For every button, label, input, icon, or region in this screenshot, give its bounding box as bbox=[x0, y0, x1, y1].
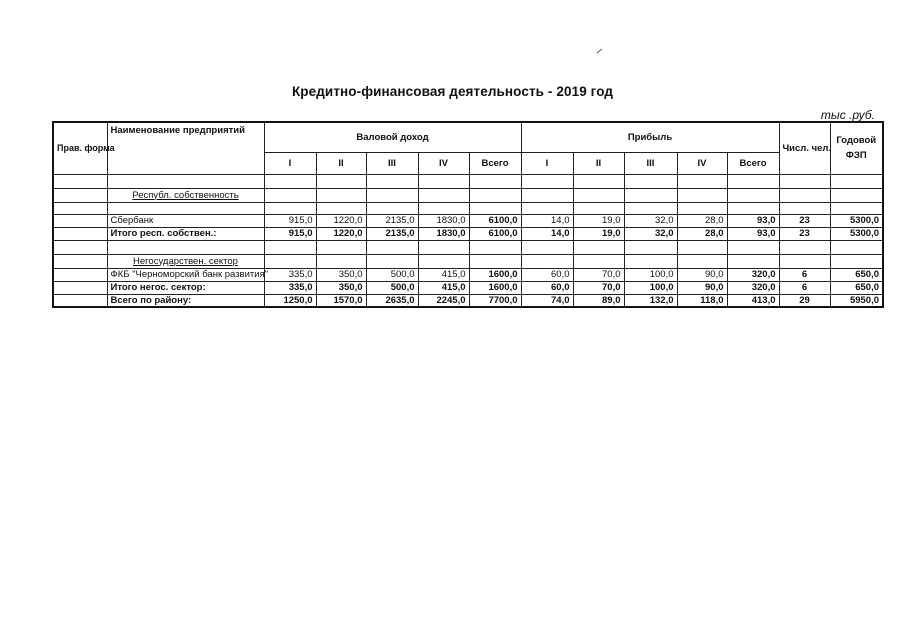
income-cell: 6100,0 bbox=[469, 214, 521, 227]
header-profit-quarter-3: III bbox=[624, 152, 677, 174]
empty-cell bbox=[727, 174, 779, 188]
empty-cell bbox=[727, 240, 779, 254]
empty-cell bbox=[624, 174, 677, 188]
header-employees: Числ. чел. bbox=[779, 122, 830, 174]
empty-cell bbox=[366, 254, 418, 268]
legal-form-cell bbox=[53, 268, 107, 281]
empty-cell bbox=[624, 254, 677, 268]
empty-cell bbox=[573, 188, 624, 202]
empty-cell bbox=[366, 174, 418, 188]
income-cell: 2135,0 bbox=[366, 214, 418, 227]
empty-cell bbox=[366, 202, 418, 214]
profit-cell: 60,0 bbox=[521, 268, 573, 281]
income-cell: 350,0 bbox=[316, 281, 366, 294]
profit-cell: 320,0 bbox=[727, 281, 779, 294]
header-profit: Прибыль bbox=[521, 122, 779, 152]
empty-cell bbox=[418, 174, 469, 188]
table-row bbox=[53, 214, 883, 227]
empty-cell bbox=[779, 174, 830, 188]
header-income-quarter-5: Всего bbox=[469, 152, 521, 174]
empty-cell bbox=[830, 188, 883, 202]
empty-cell bbox=[316, 174, 366, 188]
spacer-row bbox=[53, 202, 883, 214]
empty-cell bbox=[521, 174, 573, 188]
header-gross-income: Валовой доход bbox=[264, 122, 521, 152]
empty-cell bbox=[469, 202, 521, 214]
empty-cell bbox=[264, 254, 316, 268]
enterprise-name-cell: Сбербанк bbox=[107, 214, 264, 227]
income-cell: 1570,0 bbox=[316, 294, 366, 307]
employees-cell: 6 bbox=[779, 281, 830, 294]
income-cell: 1830,0 bbox=[418, 227, 469, 240]
empty-cell bbox=[573, 174, 624, 188]
legal-form-cell bbox=[53, 227, 107, 240]
empty-cell bbox=[264, 202, 316, 214]
empty-cell bbox=[677, 240, 727, 254]
income-cell: 415,0 bbox=[418, 268, 469, 281]
employees-cell: 23 bbox=[779, 227, 830, 240]
empty-cell bbox=[830, 240, 883, 254]
section-header-row bbox=[53, 188, 883, 202]
profit-cell: 32,0 bbox=[624, 214, 677, 227]
employees-cell: 23 bbox=[779, 214, 830, 227]
income-cell: 1600,0 bbox=[469, 281, 521, 294]
profit-cell: 90,0 bbox=[677, 281, 727, 294]
header-annual-fund: Годовой ФЗП bbox=[830, 122, 883, 174]
spacer-row bbox=[53, 174, 883, 188]
profit-cell: 28,0 bbox=[677, 227, 727, 240]
empty-cell bbox=[779, 254, 830, 268]
empty-cell bbox=[521, 188, 573, 202]
income-cell: 1830,0 bbox=[418, 214, 469, 227]
header-enterprise-name: Наименование предприятий bbox=[107, 122, 264, 174]
scan-speck-mark bbox=[596, 48, 604, 54]
profit-cell: 118,0 bbox=[677, 294, 727, 307]
income-cell: 2245,0 bbox=[418, 294, 469, 307]
profit-cell: 19,0 bbox=[573, 214, 624, 227]
employees-cell: 6 bbox=[779, 268, 830, 281]
annual-fund-cell: 5950,0 bbox=[830, 294, 883, 307]
header-profit-quarter-2: II bbox=[573, 152, 624, 174]
empty-cell bbox=[624, 240, 677, 254]
enterprise-name-cell: Всего по району: bbox=[107, 294, 264, 307]
income-cell: 1250,0 bbox=[264, 294, 316, 307]
empty-cell bbox=[366, 240, 418, 254]
annual-fund-cell: 650,0 bbox=[830, 268, 883, 281]
empty-cell bbox=[316, 188, 366, 202]
section-label: Негосударствен. сектор bbox=[107, 254, 264, 268]
empty-cell bbox=[53, 188, 107, 202]
table-row bbox=[53, 268, 883, 281]
empty-cell bbox=[53, 174, 107, 188]
income-cell: 915,0 bbox=[264, 227, 316, 240]
header-income-quarter-1: I bbox=[264, 152, 316, 174]
header-income-quarter-2: II bbox=[316, 152, 366, 174]
empty-cell bbox=[53, 202, 107, 214]
empty-cell bbox=[573, 202, 624, 214]
income-cell: 1220,0 bbox=[316, 214, 366, 227]
profit-cell: 60,0 bbox=[521, 281, 573, 294]
subtotal-row bbox=[53, 281, 883, 294]
empty-cell bbox=[264, 240, 316, 254]
income-cell: 7700,0 bbox=[469, 294, 521, 307]
empty-cell bbox=[727, 202, 779, 214]
empty-cell bbox=[677, 202, 727, 214]
header-profit-quarter-4: IV bbox=[677, 152, 727, 174]
profit-cell: 14,0 bbox=[521, 214, 573, 227]
document-title: Кредитно-финансовая деятельность - 2019 год bbox=[291, 84, 614, 99]
empty-cell bbox=[316, 254, 366, 268]
header-profit-quarter-5: Всего bbox=[727, 152, 779, 174]
empty-cell bbox=[727, 254, 779, 268]
unit-note: тыс .руб. bbox=[820, 108, 875, 122]
empty-cell bbox=[521, 202, 573, 214]
profit-cell: 89,0 bbox=[573, 294, 624, 307]
income-cell: 500,0 bbox=[366, 281, 418, 294]
grand-total-row bbox=[53, 294, 883, 307]
empty-cell bbox=[677, 254, 727, 268]
profit-cell: 74,0 bbox=[521, 294, 573, 307]
empty-cell bbox=[779, 188, 830, 202]
legal-form-cell bbox=[53, 281, 107, 294]
empty-cell bbox=[418, 254, 469, 268]
empty-cell bbox=[418, 188, 469, 202]
empty-cell bbox=[107, 174, 264, 188]
header-income-quarter-4: IV bbox=[418, 152, 469, 174]
empty-cell bbox=[366, 188, 418, 202]
empty-cell bbox=[469, 254, 521, 268]
enterprise-name-cell: Итого негос. сектор: bbox=[107, 281, 264, 294]
enterprise-name-cell: Итого респ. собствен.: bbox=[107, 227, 264, 240]
empty-cell bbox=[573, 254, 624, 268]
empty-cell bbox=[53, 240, 107, 254]
income-cell: 335,0 bbox=[264, 268, 316, 281]
empty-cell bbox=[727, 188, 779, 202]
profit-cell: 19,0 bbox=[573, 227, 624, 240]
empty-cell bbox=[418, 240, 469, 254]
profit-cell: 32,0 bbox=[624, 227, 677, 240]
income-cell: 915,0 bbox=[264, 214, 316, 227]
empty-cell bbox=[418, 202, 469, 214]
empty-cell bbox=[316, 240, 366, 254]
empty-cell bbox=[830, 174, 883, 188]
empty-cell bbox=[107, 202, 264, 214]
income-cell: 6100,0 bbox=[469, 227, 521, 240]
legal-form-cell bbox=[53, 294, 107, 307]
empty-cell bbox=[677, 174, 727, 188]
income-cell: 500,0 bbox=[366, 268, 418, 281]
empty-cell bbox=[469, 188, 521, 202]
income-cell: 415,0 bbox=[418, 281, 469, 294]
empty-cell bbox=[779, 202, 830, 214]
profit-cell: 93,0 bbox=[727, 214, 779, 227]
income-cell: 2635,0 bbox=[366, 294, 418, 307]
income-cell: 335,0 bbox=[264, 281, 316, 294]
profit-cell: 70,0 bbox=[573, 268, 624, 281]
empty-cell bbox=[264, 188, 316, 202]
empty-cell bbox=[830, 254, 883, 268]
profit-cell: 100,0 bbox=[624, 268, 677, 281]
profit-cell: 93,0 bbox=[727, 227, 779, 240]
profit-cell: 320,0 bbox=[727, 268, 779, 281]
profit-cell: 28,0 bbox=[677, 214, 727, 227]
empty-cell bbox=[624, 202, 677, 214]
header-income-quarter-3: III bbox=[366, 152, 418, 174]
employees-cell: 29 bbox=[779, 294, 830, 307]
financial-table bbox=[52, 121, 884, 308]
empty-cell bbox=[573, 240, 624, 254]
profit-cell: 14,0 bbox=[521, 227, 573, 240]
empty-cell bbox=[521, 240, 573, 254]
subtotal-row bbox=[53, 227, 883, 240]
spacer-row bbox=[53, 240, 883, 254]
empty-cell bbox=[316, 202, 366, 214]
profit-cell: 100,0 bbox=[624, 281, 677, 294]
empty-cell bbox=[469, 240, 521, 254]
income-cell: 2135,0 bbox=[366, 227, 418, 240]
header-legal-form: Прав. форма bbox=[53, 122, 107, 174]
profit-cell: 132,0 bbox=[624, 294, 677, 307]
empty-cell bbox=[677, 188, 727, 202]
empty-cell bbox=[469, 174, 521, 188]
empty-cell bbox=[779, 240, 830, 254]
section-header-row bbox=[53, 254, 883, 268]
annual-fund-cell: 650,0 bbox=[830, 281, 883, 294]
profit-cell: 70,0 bbox=[573, 281, 624, 294]
empty-cell bbox=[624, 188, 677, 202]
empty-cell bbox=[53, 254, 107, 268]
empty-cell bbox=[830, 202, 883, 214]
income-cell: 1600,0 bbox=[469, 268, 521, 281]
header-profit-quarter-1: I bbox=[521, 152, 573, 174]
profit-cell: 413,0 bbox=[727, 294, 779, 307]
income-cell: 1220,0 bbox=[316, 227, 366, 240]
annual-fund-cell: 5300,0 bbox=[830, 227, 883, 240]
legal-form-cell bbox=[53, 214, 107, 227]
income-cell: 350,0 bbox=[316, 268, 366, 281]
section-label: Республ. собственность bbox=[107, 188, 264, 202]
annual-fund-cell: 5300,0 bbox=[830, 214, 883, 227]
empty-cell bbox=[264, 174, 316, 188]
empty-cell bbox=[521, 254, 573, 268]
profit-cell: 90,0 bbox=[677, 268, 727, 281]
empty-cell bbox=[107, 240, 264, 254]
enterprise-name-cell: ФКБ "Черноморский банк развития" bbox=[107, 268, 264, 281]
